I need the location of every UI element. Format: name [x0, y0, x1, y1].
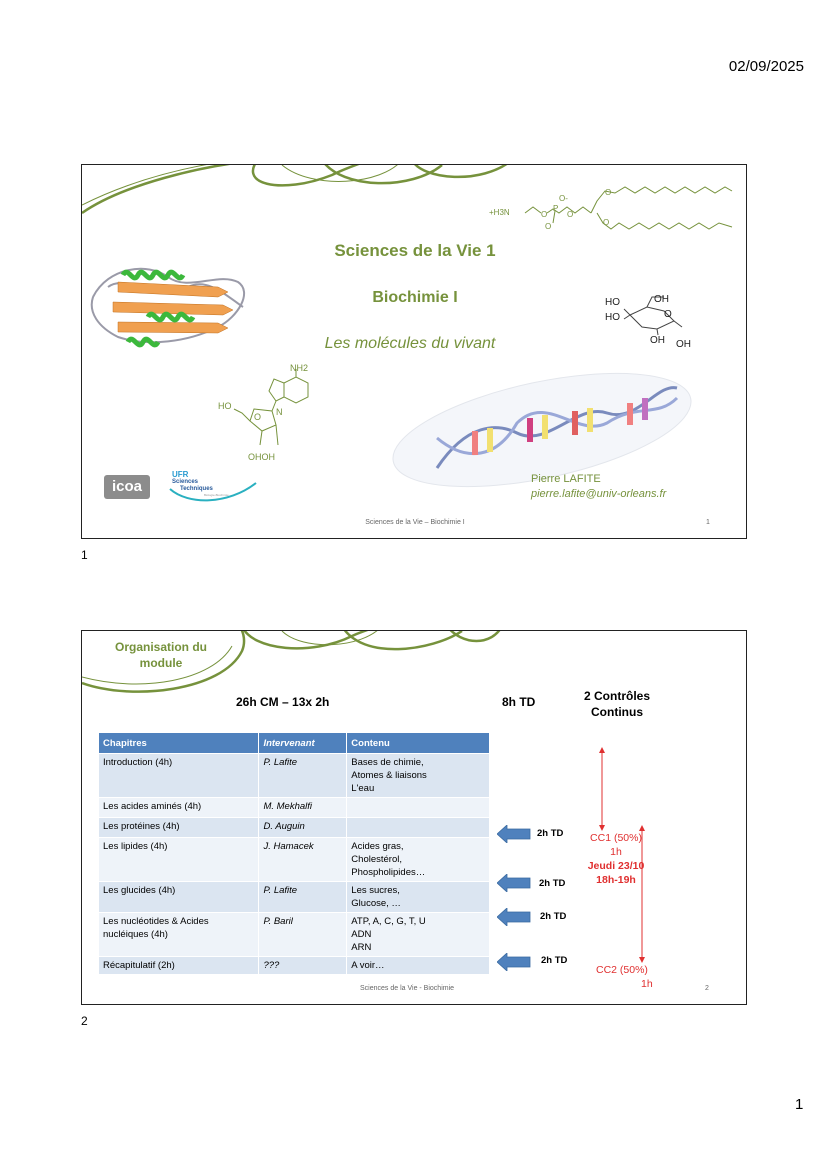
contenu-line: Acides gras,: [351, 841, 404, 852]
cell-chapitre: Récapitulatif (2h): [99, 957, 259, 975]
cc1-duration: 1h: [610, 846, 622, 858]
cc2-block: [582, 963, 682, 991]
cc2-label: CC2 (50%): [596, 964, 648, 976]
cm-heading: 26h CM – 13x 2h: [236, 695, 330, 709]
chem-o-label: O: [603, 218, 610, 227]
slide-footer: Sciences de la Vie – Biochimie I: [365, 519, 465, 526]
chem-oh-label: OH: [676, 339, 691, 349]
slide-1: [81, 164, 747, 539]
cell-chapitre: Introduction (4h): [99, 754, 259, 798]
chem-o-label: O: [541, 210, 548, 219]
phospholipid-structure: [487, 179, 737, 239]
left-arrow-icon: [497, 874, 531, 892]
td-arrow-2: [497, 874, 577, 890]
table-row: [99, 957, 490, 975]
td-heading: 8h TD: [502, 695, 536, 709]
td-arrow-4: [497, 953, 577, 969]
contenu-line: L'eau: [351, 783, 375, 794]
slide-subtitle: Biochimie I: [372, 289, 458, 306]
chem-n-label: N: [276, 407, 283, 417]
table-row: [99, 798, 490, 818]
chem-ho-label: HO: [605, 312, 620, 323]
cell-intervenant: J. Hamacek: [259, 838, 347, 882]
cell-chapitre: Les acides aminés (4h): [99, 798, 259, 818]
page-date: 02/09/2025: [728, 58, 804, 75]
cell-intervenant: P. Baril: [259, 913, 347, 957]
cc-heading: [567, 688, 667, 720]
chem-o-minus-label: O-: [559, 194, 568, 203]
td-label: 2h TD: [539, 878, 566, 889]
chem-o-label: O: [254, 412, 262, 422]
contenu-line: Phospholipides…: [351, 867, 426, 878]
slide-title: Sciences de la Vie 1: [334, 241, 496, 260]
slide-title-line2: module: [139, 656, 183, 670]
cell-intervenant: P. Lafite: [259, 754, 347, 798]
table-row: [99, 913, 490, 957]
td-arrow-3: [497, 908, 577, 924]
left-arrow-icon: [497, 953, 531, 971]
slide-number: 1: [706, 519, 710, 526]
cell-intervenant: M. Mekhalfi: [259, 798, 347, 818]
ufr-logo-line2: Sciences: [172, 479, 199, 485]
contenu-line: Cholestérol,: [351, 854, 402, 865]
cell-chapitre: Les glucides (4h): [99, 882, 259, 913]
chem-o-label: O: [664, 309, 672, 320]
table-row: [99, 818, 490, 838]
cell-intervenant: P. Lafite: [259, 882, 347, 913]
cell-chapitre: Les lipides (4h): [99, 838, 259, 882]
ufr-logo: [168, 471, 268, 505]
column-header-contenu: Contenu: [347, 733, 490, 754]
cell-contenu: [347, 838, 490, 882]
cc2-duration: 1h: [641, 978, 653, 990]
chem-amine-label: +H3N: [489, 208, 510, 217]
slide-subsubtitle: Les molécules du vivant: [324, 335, 496, 352]
slide-title-line1: Organisation du: [114, 640, 207, 654]
td-label: 2h TD: [540, 911, 567, 922]
ufr-logo-line3: Techniques: [180, 486, 213, 492]
slide-2-label: 2: [81, 1014, 88, 1028]
cell-chapitre: Les protéines (4h): [99, 818, 259, 838]
ufr-logo-line1: UFR: [172, 470, 189, 479]
chem-o-label: O: [567, 210, 574, 219]
contenu-line: A voir…: [351, 960, 385, 971]
cc-heading-line1: 2 Contrôles: [583, 689, 650, 703]
left-arrow-icon: [497, 825, 531, 843]
column-header-intervenant: Intervenant: [259, 733, 347, 754]
table-row: [99, 882, 490, 913]
slide-1-label: 1: [81, 548, 88, 562]
page-number: 1: [795, 1096, 804, 1113]
cc-heading-line2: Continus: [591, 705, 643, 719]
cell-contenu: [347, 913, 490, 957]
column-header-chapitres: Chapitres: [99, 733, 259, 754]
chem-p-label: P: [553, 204, 559, 213]
cc1-time: 18h-19h: [596, 874, 636, 886]
cell-contenu: [347, 798, 490, 818]
cell-contenu: [347, 818, 490, 838]
contenu-line: ARN: [351, 942, 372, 953]
cc1-block: [566, 831, 666, 887]
glucose-structure: [602, 287, 702, 349]
ufr-swoosh-icon: [168, 479, 268, 505]
contenu-line: Les sucres,: [351, 885, 400, 896]
slide-title: [96, 639, 226, 671]
icoa-logo: [104, 475, 150, 499]
table-row: [99, 754, 490, 798]
cc1-date: Jeudi 23/10: [587, 860, 645, 872]
chem-ohoh-label: OHOH: [248, 452, 275, 462]
left-arrow-icon: [497, 908, 531, 926]
td-arrow-1: [497, 825, 577, 841]
table-header-row: [99, 733, 490, 754]
contenu-line: Bases de chimie,: [351, 757, 424, 768]
cell-intervenant: D. Auguin: [259, 818, 347, 838]
adenosine-structure: [214, 363, 354, 465]
cc1-label: CC1 (50%): [590, 832, 642, 844]
chem-ho-label: HO: [218, 401, 232, 411]
table-row: [99, 838, 490, 882]
td-label: 2h TD: [537, 828, 564, 839]
td-label: 2h TD: [541, 955, 568, 966]
slide-footer: Sciences de la Vie - Biochimie: [360, 985, 455, 992]
chem-oh-label: OH: [654, 294, 669, 305]
author-name: Pierre LAFITE: [531, 473, 601, 485]
chem-o-label: O: [605, 188, 612, 197]
protein-structure-image: [88, 257, 253, 352]
cell-contenu: [347, 754, 490, 798]
cell-intervenant: ???: [259, 957, 347, 975]
chem-o-label: O: [545, 222, 552, 231]
contenu-line: ADN: [351, 929, 372, 940]
contenu-line: ATP, A, C, G, T, U: [351, 916, 426, 927]
author-email[interactable]: pierre.lafite@univ-orleans.fr: [531, 488, 667, 500]
cell-contenu: [347, 957, 490, 975]
ufr-logo-line4: Biologie-Biochimie: [204, 493, 229, 497]
contenu-line: Atomes & liaisons: [351, 770, 427, 781]
chem-nh2-label: NH2: [290, 363, 309, 373]
contenu-line: Glucose, …: [351, 898, 401, 909]
slide-2: [81, 630, 747, 1005]
cell-chapitre: Les nucléotides & Acides nucléiques (4h): [99, 913, 259, 957]
icoa-logo-text: icoa: [111, 478, 142, 495]
chapters-table: [98, 732, 490, 975]
cell-contenu: [347, 882, 490, 913]
chem-oh-label: OH: [650, 335, 665, 346]
slide-number: 2: [705, 985, 709, 992]
cc1-range-arrow: [596, 747, 608, 831]
chem-ho-label: HO: [605, 297, 620, 308]
